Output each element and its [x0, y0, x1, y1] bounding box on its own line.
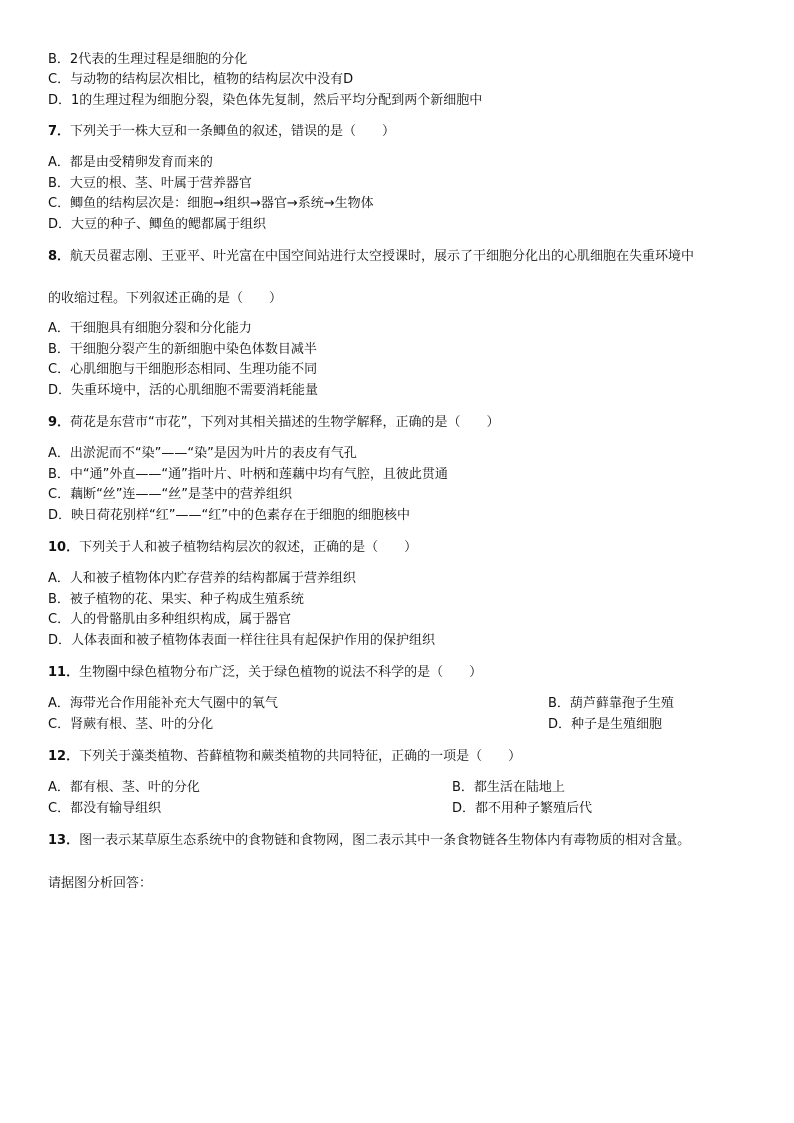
option-d: D．都不用种子繁殖后代	[452, 801, 593, 816]
option-b: B．都生活在陆地上	[452, 780, 565, 795]
option-b: B．大豆的根、茎、叶属于营养器官	[48, 176, 252, 191]
question-12	[48, 749, 521, 765]
option-c: C．心肌细胞与干细胞形态相同、生理功能不同	[48, 362, 318, 377]
option-b: B．葫芦藓靠孢子生殖	[548, 696, 674, 711]
question-8-stem-continued: 的收缩过程。下列叙述正确的是（ ）	[48, 291, 283, 306]
option-d: D．大豆的种子、鲫鱼的鳃都属于组织	[48, 217, 267, 232]
option-c: C．鲫鱼的结构层次是：细胞→组织→器官→系统→生物体	[48, 196, 374, 211]
question-8	[48, 249, 694, 265]
question-number: 11．	[48, 665, 80, 680]
option-a: A．都是由受精卵发育而来的	[48, 155, 213, 170]
option-d: D．种子是生殖细胞	[548, 717, 663, 732]
option-d: D．1的生理过程为细胞分裂，染色体先复制，然后平均分配到两个新细胞中	[48, 93, 483, 108]
question-stem: 下列关于一株大豆和一条鲫鱼的叙述，错误的是（ ）	[70, 124, 396, 139]
question-stem: 荷花是东营市“市花”，下列对其相关描述的生物学解释，正确的是（ ）	[70, 415, 500, 430]
question-13-prompt: 请据图分析回答：	[48, 876, 153, 891]
question-10	[48, 540, 417, 556]
option-a: A．出淤泥而不“染”——“染”是因为叶片的表皮有气孔	[48, 446, 357, 461]
option-a: A．海带光合作用能补充大气圈中的氧气	[48, 696, 278, 711]
option-c: C．都没有输导组织	[48, 801, 162, 816]
option-c: C．人的骨骼肌由多种组织构成，属于器官	[48, 612, 292, 627]
question-stem: 航天员翟志刚、王亚平、叶光富在中国空间站进行太空授课时，展示了干细胞分化出的心肌细胞在失重环境中	[70, 249, 695, 264]
option-b: B．2代表的生理过程是细胞的分化	[48, 52, 248, 67]
option-a: A．都有根、茎、叶的分化	[48, 780, 200, 795]
option-b: B．中“通”外直——“通”指叶片、叶柄和莲藕中均有气腔，且彼此贯通	[48, 467, 448, 482]
question-number: 9．	[48, 415, 71, 430]
question-stem: 图一表示某草原生态系统中的食物链和食物网，图二表示其中一条食物链各生物体内有毒物质的相对含量。	[79, 833, 691, 848]
question-number: 8．	[48, 249, 71, 264]
question-number: 7．	[48, 124, 71, 139]
question-11	[48, 665, 482, 681]
option-a: A．人和被子植物体内贮存营养的结构都属于营养组织	[48, 571, 356, 586]
question-number: 10．	[48, 540, 80, 555]
option-a: A．干细胞具有细胞分裂和分化能力	[48, 321, 252, 336]
option-d: D．失重环境中，活的心肌细胞不需要消耗能量	[48, 383, 319, 398]
question-stem: 生物圈中绿色植物分布广泛，关于绿色植物的说法不科学的是（ ）	[79, 665, 483, 680]
option-d: D．人体表面和被子植物体表面一样往往具有起保护作用的保护组织	[48, 633, 436, 648]
question-13	[48, 833, 690, 849]
option-b: B．被子植物的花、果实、种子构成生殖系统	[48, 592, 304, 607]
option-d: D．映日荷花别样“红”——“红”中的色素存在于细胞的细胞核中	[48, 508, 410, 523]
option-c: C．藕断“丝”连——“丝”是茎中的营养组织	[48, 487, 293, 502]
question-stem: 下列关于藻类植物、苔藓植物和蕨类植物的共同特征，正确的一项是（ ）	[79, 749, 522, 764]
option-b: B．干细胞分裂产生的新细胞中染色体数目减半	[48, 342, 317, 357]
option-c: C．与动物的结构层次相比，植物的结构层次中没有D	[48, 72, 354, 87]
question-stem: 下列关于人和被子植物结构层次的叙述，正确的是（ ）	[79, 540, 418, 555]
question-number: 13．	[48, 833, 80, 848]
question-7	[48, 124, 395, 140]
option-c: C．肾蕨有根、茎、叶的分化	[48, 717, 214, 732]
question-number: 12．	[48, 749, 80, 764]
question-9	[48, 415, 500, 431]
